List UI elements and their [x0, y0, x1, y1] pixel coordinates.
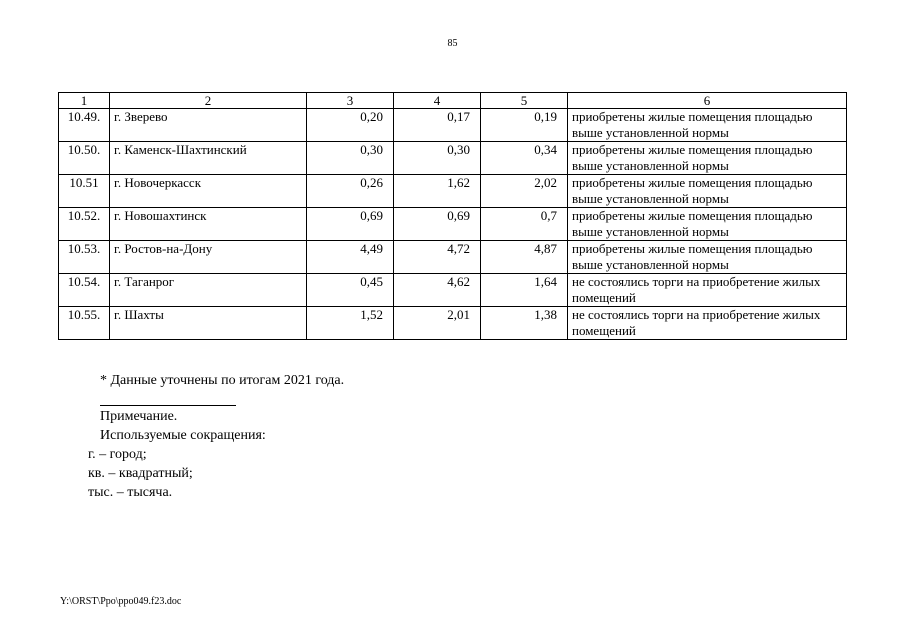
- page-number: 85: [447, 38, 458, 49]
- abbreviation-item: кв. – квадратный;: [88, 466, 193, 481]
- note-cell: приобретены жилые помещения площадью выше установленной нормы: [568, 208, 847, 241]
- value-cell-4: 2,01: [394, 307, 481, 340]
- value-cell-5: 2,02: [481, 175, 568, 208]
- value-cell-5: 0,7: [481, 208, 568, 241]
- value-cell-5: 4,87: [481, 241, 568, 274]
- header-cell: 1: [59, 93, 110, 109]
- value-cell-5: 1,38: [481, 307, 568, 340]
- value-cell-5: 0,34: [481, 142, 568, 175]
- value-cell-3: 1,52: [307, 307, 394, 340]
- data-table: [58, 92, 847, 340]
- table-row: [59, 241, 847, 274]
- notes-block: [88, 407, 266, 502]
- table-row: [59, 175, 847, 208]
- row-number-cell: 10.51: [59, 175, 110, 208]
- note-cell: приобретены жилые помещения площадью выше установленной нормы: [568, 142, 847, 175]
- table-row: [59, 208, 847, 241]
- value-cell-5: 0,19: [481, 109, 568, 142]
- notes-title: Примечание.: [100, 409, 178, 424]
- value-cell-3: 0,69: [307, 208, 394, 241]
- note-cell: приобретены жилые помещения площадью выше установленной нормы: [568, 109, 847, 142]
- table-body: [59, 93, 847, 340]
- row-number-cell: 10.52.: [59, 208, 110, 241]
- note-cell: не состоялись торги на приобретение жилых помещений: [568, 307, 847, 340]
- value-cell-3: 0,45: [307, 274, 394, 307]
- table-row: [59, 274, 847, 307]
- row-number-cell: 10.49.: [59, 109, 110, 142]
- row-number-cell: 10.50.: [59, 142, 110, 175]
- table-row: [59, 307, 847, 340]
- row-number-cell: 10.53.: [59, 241, 110, 274]
- city-cell: г. Каменск-Шахтинский: [110, 142, 307, 175]
- table-row: [59, 142, 847, 175]
- table-row: [59, 109, 847, 142]
- value-cell-4: 0,17: [394, 109, 481, 142]
- file-path: Y:\ORST\Ppo\ppo049.f23.doc: [60, 596, 182, 607]
- value-cell-4: 4,62: [394, 274, 481, 307]
- footnote-divider: [100, 405, 236, 406]
- value-cell-3: 0,26: [307, 175, 394, 208]
- value-cell-4: 0,30: [394, 142, 481, 175]
- notes-subtitle: Используемые сокращения:: [100, 428, 266, 443]
- city-cell: г. Зверево: [110, 109, 307, 142]
- header-cell: 4: [394, 93, 481, 109]
- header-cell: 3: [307, 93, 394, 109]
- city-cell: г. Ростов-на-Дону: [110, 241, 307, 274]
- value-cell-3: 4,49: [307, 241, 394, 274]
- city-cell: г. Шахты: [110, 307, 307, 340]
- abbreviation-item: г. – город;: [88, 447, 147, 462]
- header-cell: 5: [481, 93, 568, 109]
- note-cell: приобретены жилые помещения площадью выше установленной нормы: [568, 241, 847, 274]
- footnote: * Данные уточнены по итогам 2021 года.: [100, 373, 345, 388]
- note-cell: приобретены жилые помещения площадью выше установленной нормы: [568, 175, 847, 208]
- abbreviation-item: тыс. – тысяча.: [88, 485, 173, 500]
- city-cell: г. Таганрог: [110, 274, 307, 307]
- row-number-cell: 10.55.: [59, 307, 110, 340]
- note-cell: не состоялись торги на приобретение жилых помещений: [568, 274, 847, 307]
- value-cell-4: 4,72: [394, 241, 481, 274]
- header-cell: 2: [110, 93, 307, 109]
- city-cell: г. Новочеркасск: [110, 175, 307, 208]
- city-cell: г. Новошахтинск: [110, 208, 307, 241]
- value-cell-4: 1,62: [394, 175, 481, 208]
- value-cell-4: 0,69: [394, 208, 481, 241]
- value-cell-3: 0,20: [307, 109, 394, 142]
- row-number-cell: 10.54.: [59, 274, 110, 307]
- value-cell-3: 0,30: [307, 142, 394, 175]
- value-cell-5: 1,64: [481, 274, 568, 307]
- header-cell: 6: [568, 93, 847, 109]
- table-header-row: [59, 93, 847, 109]
